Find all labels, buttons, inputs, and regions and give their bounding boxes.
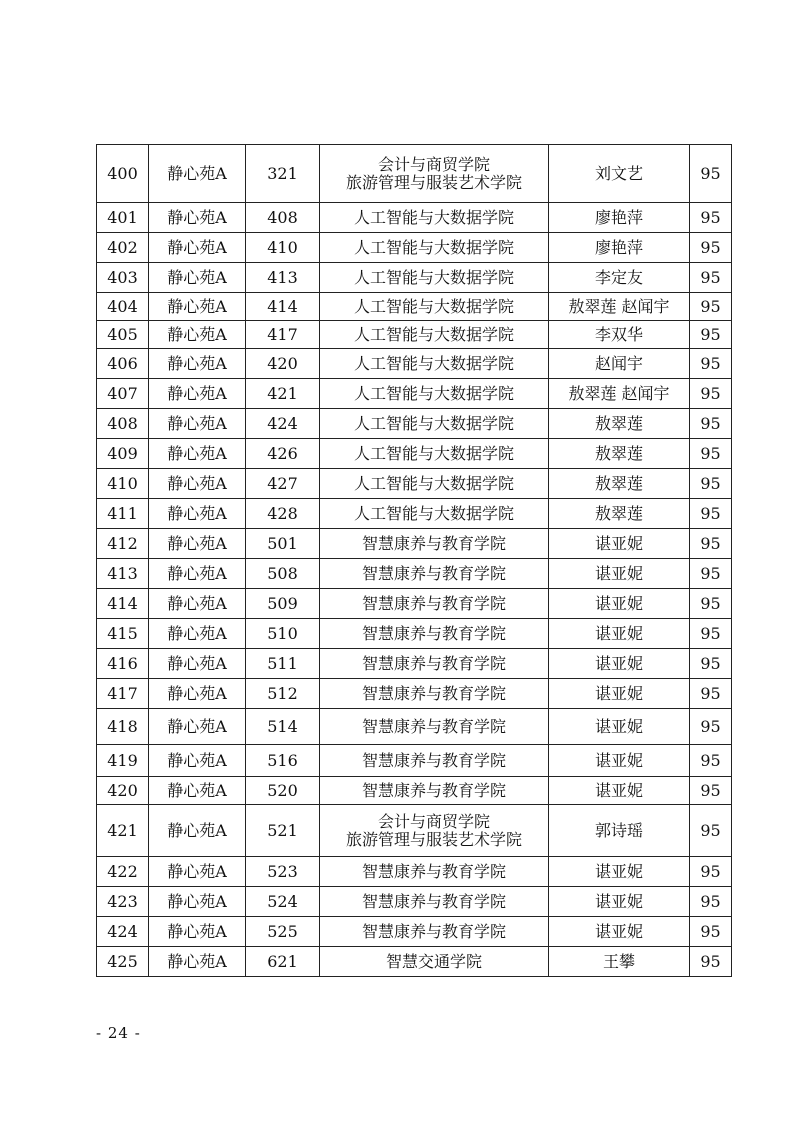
score-cell: 95	[690, 145, 732, 203]
row-number: 419	[97, 745, 149, 777]
table-row	[97, 469, 732, 499]
row-number: 401	[97, 203, 149, 233]
building-cell: 静心苑A	[149, 745, 246, 777]
row-number: 404	[97, 293, 149, 321]
score-cell: 95	[690, 263, 732, 293]
table-row	[97, 649, 732, 679]
college-cell	[320, 777, 549, 805]
room-number: 511	[246, 649, 320, 679]
room-number: 512	[246, 679, 320, 709]
inspector-name: 谌亚妮	[549, 857, 690, 887]
table-row	[97, 321, 732, 349]
score-cell: 95	[690, 499, 732, 529]
college-cell	[320, 469, 549, 499]
score-cell: 95	[690, 529, 732, 559]
table-row	[97, 529, 732, 559]
score-cell: 95	[690, 379, 732, 409]
table-body	[97, 145, 732, 977]
row-number: 416	[97, 649, 149, 679]
inspector-name: 王攀	[549, 947, 690, 977]
row-number: 406	[97, 349, 149, 379]
table-row	[97, 559, 732, 589]
score-cell: 95	[690, 349, 732, 379]
inspector-name: 谌亚妮	[549, 649, 690, 679]
college-name: 人工智能与大数据学院	[353, 267, 514, 287]
row-number: 405	[97, 321, 149, 349]
college-cell	[320, 559, 549, 589]
room-number: 426	[246, 439, 320, 469]
inspector-name: 廖艳萍	[549, 203, 690, 233]
score-cell: 95	[690, 649, 732, 679]
row-number: 418	[97, 709, 149, 745]
college-cell	[320, 805, 549, 857]
inspector-name: 敖翠莲	[549, 439, 690, 469]
table-row	[97, 777, 732, 805]
building-cell: 静心苑A	[149, 263, 246, 293]
building-cell: 静心苑A	[149, 233, 246, 263]
college-name: 人工智能与大数据学院	[353, 383, 514, 403]
college-name: 智慧康养与教育学院	[361, 533, 506, 553]
score-cell: 95	[690, 409, 732, 439]
college-name: 人工智能与大数据学院	[353, 503, 514, 523]
building-cell: 静心苑A	[149, 619, 246, 649]
college-cell	[320, 709, 549, 745]
row-number: 403	[97, 263, 149, 293]
table-row	[97, 745, 732, 777]
row-number: 424	[97, 917, 149, 947]
inspector-name: 廖艳萍	[549, 233, 690, 263]
table-row	[97, 349, 732, 379]
inspector-name: 谌亚妮	[549, 619, 690, 649]
room-number: 424	[246, 409, 320, 439]
college-name: 智慧康养与教育学院	[361, 716, 506, 736]
table-row	[97, 145, 732, 203]
room-number: 428	[246, 499, 320, 529]
college-cell	[320, 145, 549, 203]
room-number: 508	[246, 559, 320, 589]
college-name: 智慧康养与教育学院	[361, 653, 506, 673]
table-row	[97, 233, 732, 263]
row-number: 414	[97, 589, 149, 619]
college-cell	[320, 917, 549, 947]
table-row	[97, 709, 732, 745]
room-number: 408	[246, 203, 320, 233]
college-name: 智慧交通学院	[385, 951, 482, 971]
score-cell: 95	[690, 589, 732, 619]
college-name: 人工智能与大数据学院	[353, 473, 514, 493]
table-row	[97, 499, 732, 529]
room-number: 525	[246, 917, 320, 947]
building-cell: 静心苑A	[149, 559, 246, 589]
table-row	[97, 857, 732, 887]
college-name: 智慧康养与教育学院	[361, 921, 506, 941]
score-cell: 95	[690, 321, 732, 349]
college-cell	[320, 293, 549, 321]
score-cell: 95	[690, 887, 732, 917]
table-row	[97, 619, 732, 649]
college-name: 人工智能与大数据学院	[353, 296, 514, 316]
score-cell: 95	[690, 917, 732, 947]
table-row	[97, 805, 732, 857]
inspector-name: 谌亚妮	[549, 887, 690, 917]
room-number: 421	[246, 379, 320, 409]
room-number: 621	[246, 947, 320, 977]
room-number: 501	[246, 529, 320, 559]
inspector-name: 敖翠莲 赵闻宇	[549, 379, 690, 409]
table-row	[97, 409, 732, 439]
college-name: 人工智能与大数据学院	[353, 443, 514, 463]
room-number: 520	[246, 777, 320, 805]
table-row	[97, 263, 732, 293]
row-number: 425	[97, 947, 149, 977]
inspector-name: 敖翠莲	[549, 499, 690, 529]
college-cell	[320, 439, 549, 469]
college-name: 人工智能与大数据学院	[353, 237, 514, 257]
college-name: 会计与商贸学院	[377, 154, 490, 174]
row-number: 420	[97, 777, 149, 805]
building-cell: 静心苑A	[149, 679, 246, 709]
room-number: 420	[246, 349, 320, 379]
inspector-name: 敖翠莲	[549, 469, 690, 499]
row-number: 423	[97, 887, 149, 917]
row-number: 400	[97, 145, 149, 203]
table-row	[97, 917, 732, 947]
row-number: 417	[97, 679, 149, 709]
college-name: 旅游管理与服装艺术学院	[345, 829, 522, 849]
score-cell: 95	[690, 293, 732, 321]
inspector-name: 谌亚妮	[549, 679, 690, 709]
room-number: 521	[246, 805, 320, 857]
building-cell: 静心苑A	[149, 469, 246, 499]
college-name: 人工智能与大数据学院	[353, 413, 514, 433]
building-cell: 静心苑A	[149, 321, 246, 349]
building-cell: 静心苑A	[149, 805, 246, 857]
college-name: 智慧康养与教育学院	[361, 891, 506, 911]
building-cell: 静心苑A	[149, 777, 246, 805]
college-cell	[320, 947, 549, 977]
building-cell: 静心苑A	[149, 293, 246, 321]
inspector-name: 谌亚妮	[549, 777, 690, 805]
table-row	[97, 293, 732, 321]
score-cell: 95	[690, 469, 732, 499]
college-cell	[320, 857, 549, 887]
page-number: - 24 -	[96, 1024, 141, 1042]
college-name: 智慧康养与教育学院	[361, 593, 506, 613]
college-cell	[320, 349, 549, 379]
row-number: 413	[97, 559, 149, 589]
inspector-name: 赵闻宇	[549, 349, 690, 379]
room-number: 516	[246, 745, 320, 777]
inspector-name: 李双华	[549, 321, 690, 349]
row-number: 408	[97, 409, 149, 439]
college-name: 智慧康养与教育学院	[361, 563, 506, 583]
table-row	[97, 439, 732, 469]
inspector-name: 敖翠莲	[549, 409, 690, 439]
room-number: 321	[246, 145, 320, 203]
college-name: 智慧康养与教育学院	[361, 861, 506, 881]
dormitory-inspection-table	[96, 144, 732, 977]
room-number: 427	[246, 469, 320, 499]
inspector-name: 谌亚妮	[549, 745, 690, 777]
college-cell	[320, 499, 549, 529]
inspector-name: 谌亚妮	[549, 917, 690, 947]
room-number: 413	[246, 263, 320, 293]
building-cell: 静心苑A	[149, 589, 246, 619]
score-cell: 95	[690, 709, 732, 745]
inspector-name: 李定友	[549, 263, 690, 293]
building-cell: 静心苑A	[149, 857, 246, 887]
score-cell: 95	[690, 619, 732, 649]
room-number: 514	[246, 709, 320, 745]
building-cell: 静心苑A	[149, 499, 246, 529]
inspector-name: 郭诗瑶	[549, 805, 690, 857]
college-cell	[320, 321, 549, 349]
row-number: 410	[97, 469, 149, 499]
college-cell	[320, 589, 549, 619]
score-cell: 95	[690, 745, 732, 777]
score-cell: 95	[690, 439, 732, 469]
college-cell	[320, 745, 549, 777]
row-number: 402	[97, 233, 149, 263]
college-cell	[320, 649, 549, 679]
building-cell: 静心苑A	[149, 409, 246, 439]
inspector-name: 谌亚妮	[549, 529, 690, 559]
college-cell	[320, 263, 549, 293]
building-cell: 静心苑A	[149, 379, 246, 409]
room-number: 509	[246, 589, 320, 619]
building-cell: 静心苑A	[149, 439, 246, 469]
college-name: 旅游管理与服装艺术学院	[345, 172, 522, 192]
college-cell	[320, 619, 549, 649]
score-cell: 95	[690, 805, 732, 857]
college-cell	[320, 409, 549, 439]
inspector-name: 谌亚妮	[549, 709, 690, 745]
score-cell: 95	[690, 203, 732, 233]
building-cell: 静心苑A	[149, 917, 246, 947]
building-cell: 静心苑A	[149, 709, 246, 745]
inspector-name: 敖翠莲 赵闻宇	[549, 293, 690, 321]
inspector-name: 谌亚妮	[549, 589, 690, 619]
building-cell: 静心苑A	[149, 203, 246, 233]
college-cell	[320, 679, 549, 709]
room-number: 523	[246, 857, 320, 887]
row-number: 409	[97, 439, 149, 469]
table-row	[97, 947, 732, 977]
score-cell: 95	[690, 947, 732, 977]
inspector-name: 谌亚妮	[549, 559, 690, 589]
college-cell	[320, 529, 549, 559]
college-name: 人工智能与大数据学院	[353, 207, 514, 227]
college-cell	[320, 233, 549, 263]
room-number: 510	[246, 619, 320, 649]
room-number: 417	[246, 321, 320, 349]
row-number: 412	[97, 529, 149, 559]
row-number: 421	[97, 805, 149, 857]
table-row	[97, 379, 732, 409]
table-row	[97, 589, 732, 619]
college-cell	[320, 203, 549, 233]
college-name: 人工智能与大数据学院	[353, 324, 514, 344]
building-cell: 静心苑A	[149, 649, 246, 679]
college-name: 人工智能与大数据学院	[353, 353, 514, 373]
room-number: 524	[246, 887, 320, 917]
college-cell	[320, 379, 549, 409]
row-number: 411	[97, 499, 149, 529]
table-row	[97, 203, 732, 233]
room-number: 414	[246, 293, 320, 321]
score-cell: 95	[690, 857, 732, 887]
room-number: 410	[246, 233, 320, 263]
score-cell: 95	[690, 777, 732, 805]
building-cell: 静心苑A	[149, 529, 246, 559]
row-number: 415	[97, 619, 149, 649]
college-name: 会计与商贸学院	[377, 811, 490, 831]
table-row	[97, 887, 732, 917]
row-number: 422	[97, 857, 149, 887]
college-cell	[320, 887, 549, 917]
row-number: 407	[97, 379, 149, 409]
college-name: 智慧康养与教育学院	[361, 623, 506, 643]
building-cell: 静心苑A	[149, 145, 246, 203]
inspector-name: 刘文艺	[549, 145, 690, 203]
table-row	[97, 679, 732, 709]
score-cell: 95	[690, 233, 732, 263]
score-cell: 95	[690, 679, 732, 709]
building-cell: 静心苑A	[149, 947, 246, 977]
building-cell: 静心苑A	[149, 887, 246, 917]
score-cell: 95	[690, 559, 732, 589]
college-name: 智慧康养与教育学院	[361, 750, 506, 770]
building-cell: 静心苑A	[149, 349, 246, 379]
college-name: 智慧康养与教育学院	[361, 780, 506, 800]
college-name: 智慧康养与教育学院	[361, 683, 506, 703]
